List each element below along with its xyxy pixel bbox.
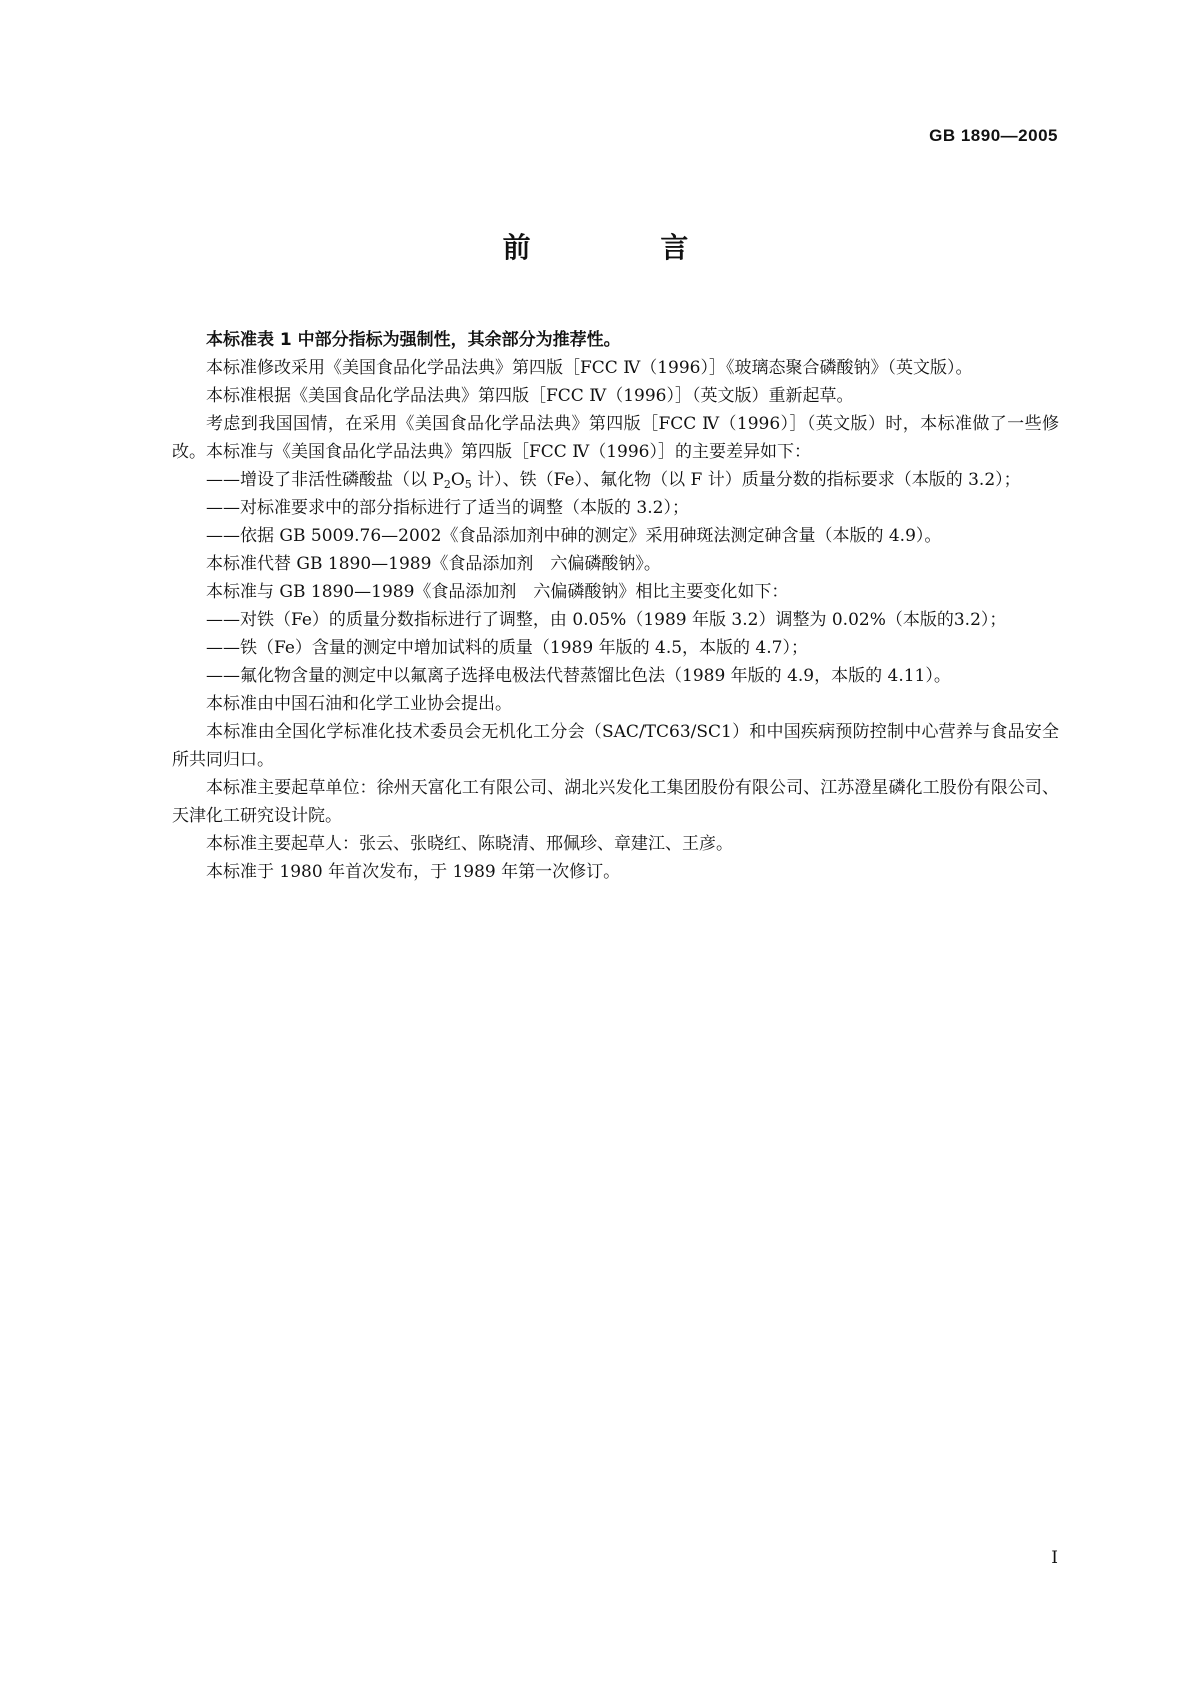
subscript-2: 2	[443, 478, 451, 491]
difference-item-1-pre: ——增设了非活性磷酸盐（以 P	[206, 470, 444, 490]
standard-number: GB 1890—2005	[929, 126, 1058, 145]
difference-item-1-mid: O	[450, 470, 465, 490]
paragraph-changes-intro: 本标准与 GB 1890—1989《食品添加剂 六偏磷酸钠》相比主要变化如下：	[206, 582, 789, 602]
difference-item-1	[206, 466, 1059, 494]
foreword-body	[172, 326, 1059, 886]
change-item-1: ——对铁（Fe）的质量分数指标进行了调整，由 0.05%（1989 年版 3.2）调整为 0.02%（本版的3.2）；	[206, 610, 1007, 630]
paragraph-history: 本标准于 1980 年首次发布，于 1989 年第一次修订。	[206, 862, 621, 882]
paragraph-centralized-by: 本标准由全国化学标准化技术委员会无机化工分会（SAC/TC63/SC1）和中国疾病预防控制中心营养与食品安全所共同归口。	[172, 722, 1059, 770]
change-item-2: ——铁（Fe）含量的测定中增加试料的质量（1989 年版的 4.5，本版的 4.7）；	[206, 638, 808, 658]
paragraph-differences-intro: 考虑到我国国情，在采用《美国食品化学品法典》第四版［FCC Ⅳ（1996）］（英文版）时，本标准做了一些修改。本标准与《美国食品化学品法典》第四版［FCC Ⅳ（1996）］的主要差异如下：	[172, 414, 1059, 462]
paragraph-redrafting: 本标准根据《美国食品化学品法典》第四版［FCC Ⅳ（1996）］（英文版）重新起草。	[206, 386, 854, 406]
subscript-5: 5	[464, 478, 472, 491]
page-number: I	[1051, 1548, 1058, 1568]
difference-item-3: ——依据 GB 5009.76—2002《食品添加剂中砷的测定》采用砷斑法测定砷含量（本版的 4.9）。	[206, 526, 942, 546]
paragraph-drafters: 本标准主要起草人：张云、张晓红、陈晓清、邢佩珍、章建江、王彦。	[206, 834, 733, 854]
change-item-3: ——氟化物含量的测定中以氟离子选择电极法代替蒸馏比色法（1989 年版的 4.9，本版的 4.11）。	[206, 666, 951, 686]
paragraph-proposer: 本标准由中国石油和化学工业协会提出。	[206, 694, 512, 714]
paragraph-drafting-units: 本标准主要起草单位：徐州天富化工有限公司、湖北兴发化工集团股份有限公司、江苏澄星磷化工股份有限公司、天津化工研究设计院。	[172, 778, 1059, 826]
paragraph-replaces: 本标准代替 GB 1890—1989《食品添加剂 六偏磷酸钠》。	[206, 554, 661, 574]
paragraph-mandatory-note: 本标准表 1 中部分指标为强制性，其余部分为推荐性。	[206, 330, 621, 350]
page-title: 前 言	[502, 231, 749, 264]
difference-item-1-post: 计）、铁（Fe）、氟化物（以 F 计）质量分数的指标要求（本版的 3.2）；	[471, 470, 1021, 490]
paragraph-adoption: 本标准修改采用《美国食品化学品法典》第四版［FCC Ⅳ（1996）］《玻璃态聚合磷酸钠》（英文版）。	[206, 358, 973, 378]
difference-item-2: ——对标准要求中的部分指标进行了适当的调整（本版的 3.2）；	[206, 498, 689, 518]
